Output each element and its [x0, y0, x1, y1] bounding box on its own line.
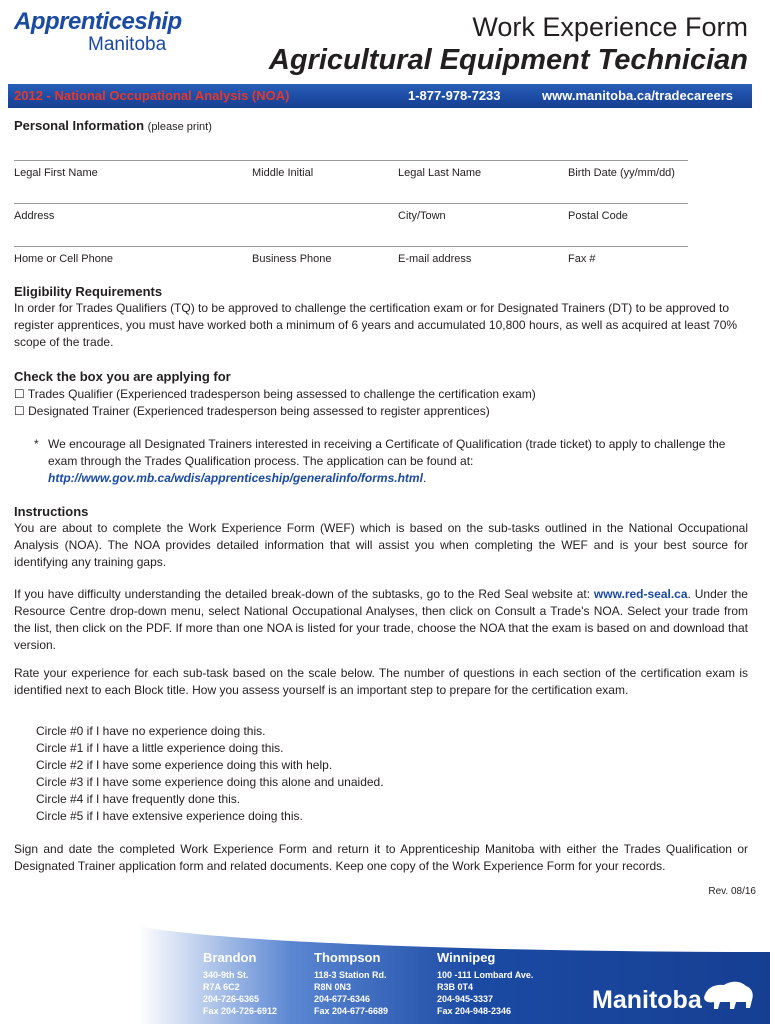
office-city: Thompson [314, 950, 381, 965]
personal-info-heading: Personal Information (please print) [14, 118, 212, 133]
office-city: Winnipeg [437, 950, 496, 965]
instructions-p4: Sign and date the completed Work Experience Form and return it to Apprenticeship Manitoba with either the Trades Qualification or Designated Trainer application form and related documents. Keep one copy of the Work Experience Form for your records. [14, 842, 748, 873]
asterisk: * [34, 437, 39, 451]
birth-date-label: Birth Date (yy/mm/dd) [568, 167, 675, 179]
city-label: City/Town [398, 210, 446, 222]
form-title: Work Experience Form [472, 12, 748, 42]
office-city: Brandon [203, 950, 257, 965]
first-name-label: Legal First Name [14, 167, 98, 179]
apprenticeship-logo: Apprenticeship [14, 8, 182, 35]
scale-item-4: Circle #4 if I have frequently done this. [36, 792, 241, 806]
scale-item-3: Circle #3 if I have some experience doing this alone and unaided. [36, 775, 384, 789]
trade-title: Agricultural Equipment Technician [268, 44, 748, 76]
address-label: Address [14, 210, 55, 222]
office-brandon [203, 952, 277, 1017]
office-postal: R8N 0N3 [314, 982, 352, 992]
office-fax: Fax 204-726-6912 [203, 1006, 278, 1016]
revision-date: Rev. 08/16 [708, 886, 756, 897]
office-phone: 204-677-6346 [314, 994, 371, 1004]
office-address: 100 -111 Lombard Ave. [437, 970, 534, 980]
office-address: 340-9th St. [203, 970, 249, 980]
office-phone: 204-726-6365 [203, 994, 260, 1004]
office-fax: Fax 204-948-2346 [437, 1006, 512, 1016]
eligibility-heading: Eligibility Requirements [14, 284, 163, 299]
middle-initial-label: Middle Initial [252, 167, 314, 179]
field-line-row2[interactable] [14, 203, 688, 204]
apprenticeship-logo-sub: Manitoba [88, 34, 167, 55]
last-name-label: Legal Last Name [398, 167, 482, 179]
rating-scale [36, 723, 384, 825]
red-seal-link[interactable]: www.red-seal.ca [593, 587, 688, 601]
website-link[interactable]: www.manitoba.ca/tradecareers [542, 88, 733, 103]
office-postal: R3B 0T4 [437, 982, 474, 992]
option-designated-trainer[interactable] [14, 403, 490, 420]
field-line-row1[interactable] [14, 160, 688, 161]
scale-item-0: Circle #0 if I have no experience doing this. [36, 724, 266, 738]
manitoba-logo: Manitoba [592, 986, 702, 1014]
email-label: E-mail address [398, 253, 472, 265]
option-label: Trades Qualifier (Experienced tradesperson being assessed to challenge the certification exam) [27, 387, 536, 401]
instructions-p2: If you have difficulty understanding the detailed break-down of the subtasks, go to the Red Seal website at: www.red-seal.ca. Under the Resource Centre drop-down menu, select National Occupational Analyses, then click on Consult a Trade's NOA. Select your trade from the list, then click on the PDF. If more than one NOA is listed for your trade, choose the NOA that the exam is based on and download that version. [14, 587, 748, 652]
designated-trainer-note: We encourage all Designated Trainers interested in receiving a Certificate of Qualification (trade ticket) to apply to challenge the exam through the Trades Qualification process. The application can be found at: http://www.gov.mb.ca/wdis/apprenticeship/generalinfo/forms.html. [48, 437, 726, 485]
office-fax: Fax 204-677-6689 [314, 1006, 389, 1016]
office-thompson [314, 952, 388, 1017]
checkbox-icon[interactable]: ☐ [14, 387, 25, 401]
field-line-row3[interactable] [14, 246, 688, 247]
business-phone-label: Business Phone [252, 253, 332, 265]
office-address: 118-3 Station Rd. [314, 970, 387, 980]
option-label: Designated Trainer (Experienced tradesperson being assessed to register apprentices) [28, 404, 490, 418]
checkbox-icon[interactable]: ☐ [14, 404, 25, 418]
forms-link[interactable]: http://www.gov.mb.ca/wdis/apprenticeship/generalinfo/forms.html [48, 471, 423, 485]
postal-code-label: Postal Code [568, 210, 628, 222]
scale-item-1: Circle #1 if I have a little experience doing this. [36, 741, 284, 755]
eligibility-text: In order for Trades Qualifiers (TQ) to be approved to challenge the certification exam or for Designated Trainers (DT) to be approved to register apprentices, you must have worked both a minimum of 6 years and accumulated 10,800 hours, as well as acquired at least 70% scope of the trade. [14, 301, 738, 349]
footer-contact-band [0, 918, 770, 1024]
fax-label: Fax # [568, 253, 596, 265]
office-phone: 204-945-3337 [437, 994, 494, 1004]
noa-label: 2012 - National Occupational Analysis (NOA) [14, 88, 290, 103]
home-phone-label: Home or Cell Phone [14, 253, 114, 265]
office-postal: R7A 6C2 [203, 982, 240, 992]
info-bar [8, 84, 752, 108]
scale-item-2: Circle #2 if I have some experience doing this with help. [36, 758, 333, 772]
instructions-p3: Rate your experience for each sub-task based on the scale below. The number of questions in each section of the certification exam is identified next to each Block title. How you assess yourself is an important step to prepare for the certification exam. [14, 666, 748, 697]
option-trades-qualifier[interactable] [14, 386, 536, 403]
office-winnipeg [437, 952, 533, 1017]
apply-heading: Check the box you are applying for [14, 369, 231, 384]
instructions-p1: You are about to complete the Work Experience Form (WEF) which is based on the sub-tasks outlined in the National Occupational Analysis (NOA). The NOA provides detailed information that will assist you when completing the WEF and is your best source for identifying any training gaps. [14, 521, 748, 569]
please-print-note: (please print) [147, 121, 212, 133]
bison-icon [700, 978, 756, 1012]
instructions-heading: Instructions [14, 504, 89, 519]
scale-item-5: Circle #5 if I have extensive experience doing this. [36, 809, 303, 823]
phone-number: 1-877-978-7233 [408, 88, 501, 103]
